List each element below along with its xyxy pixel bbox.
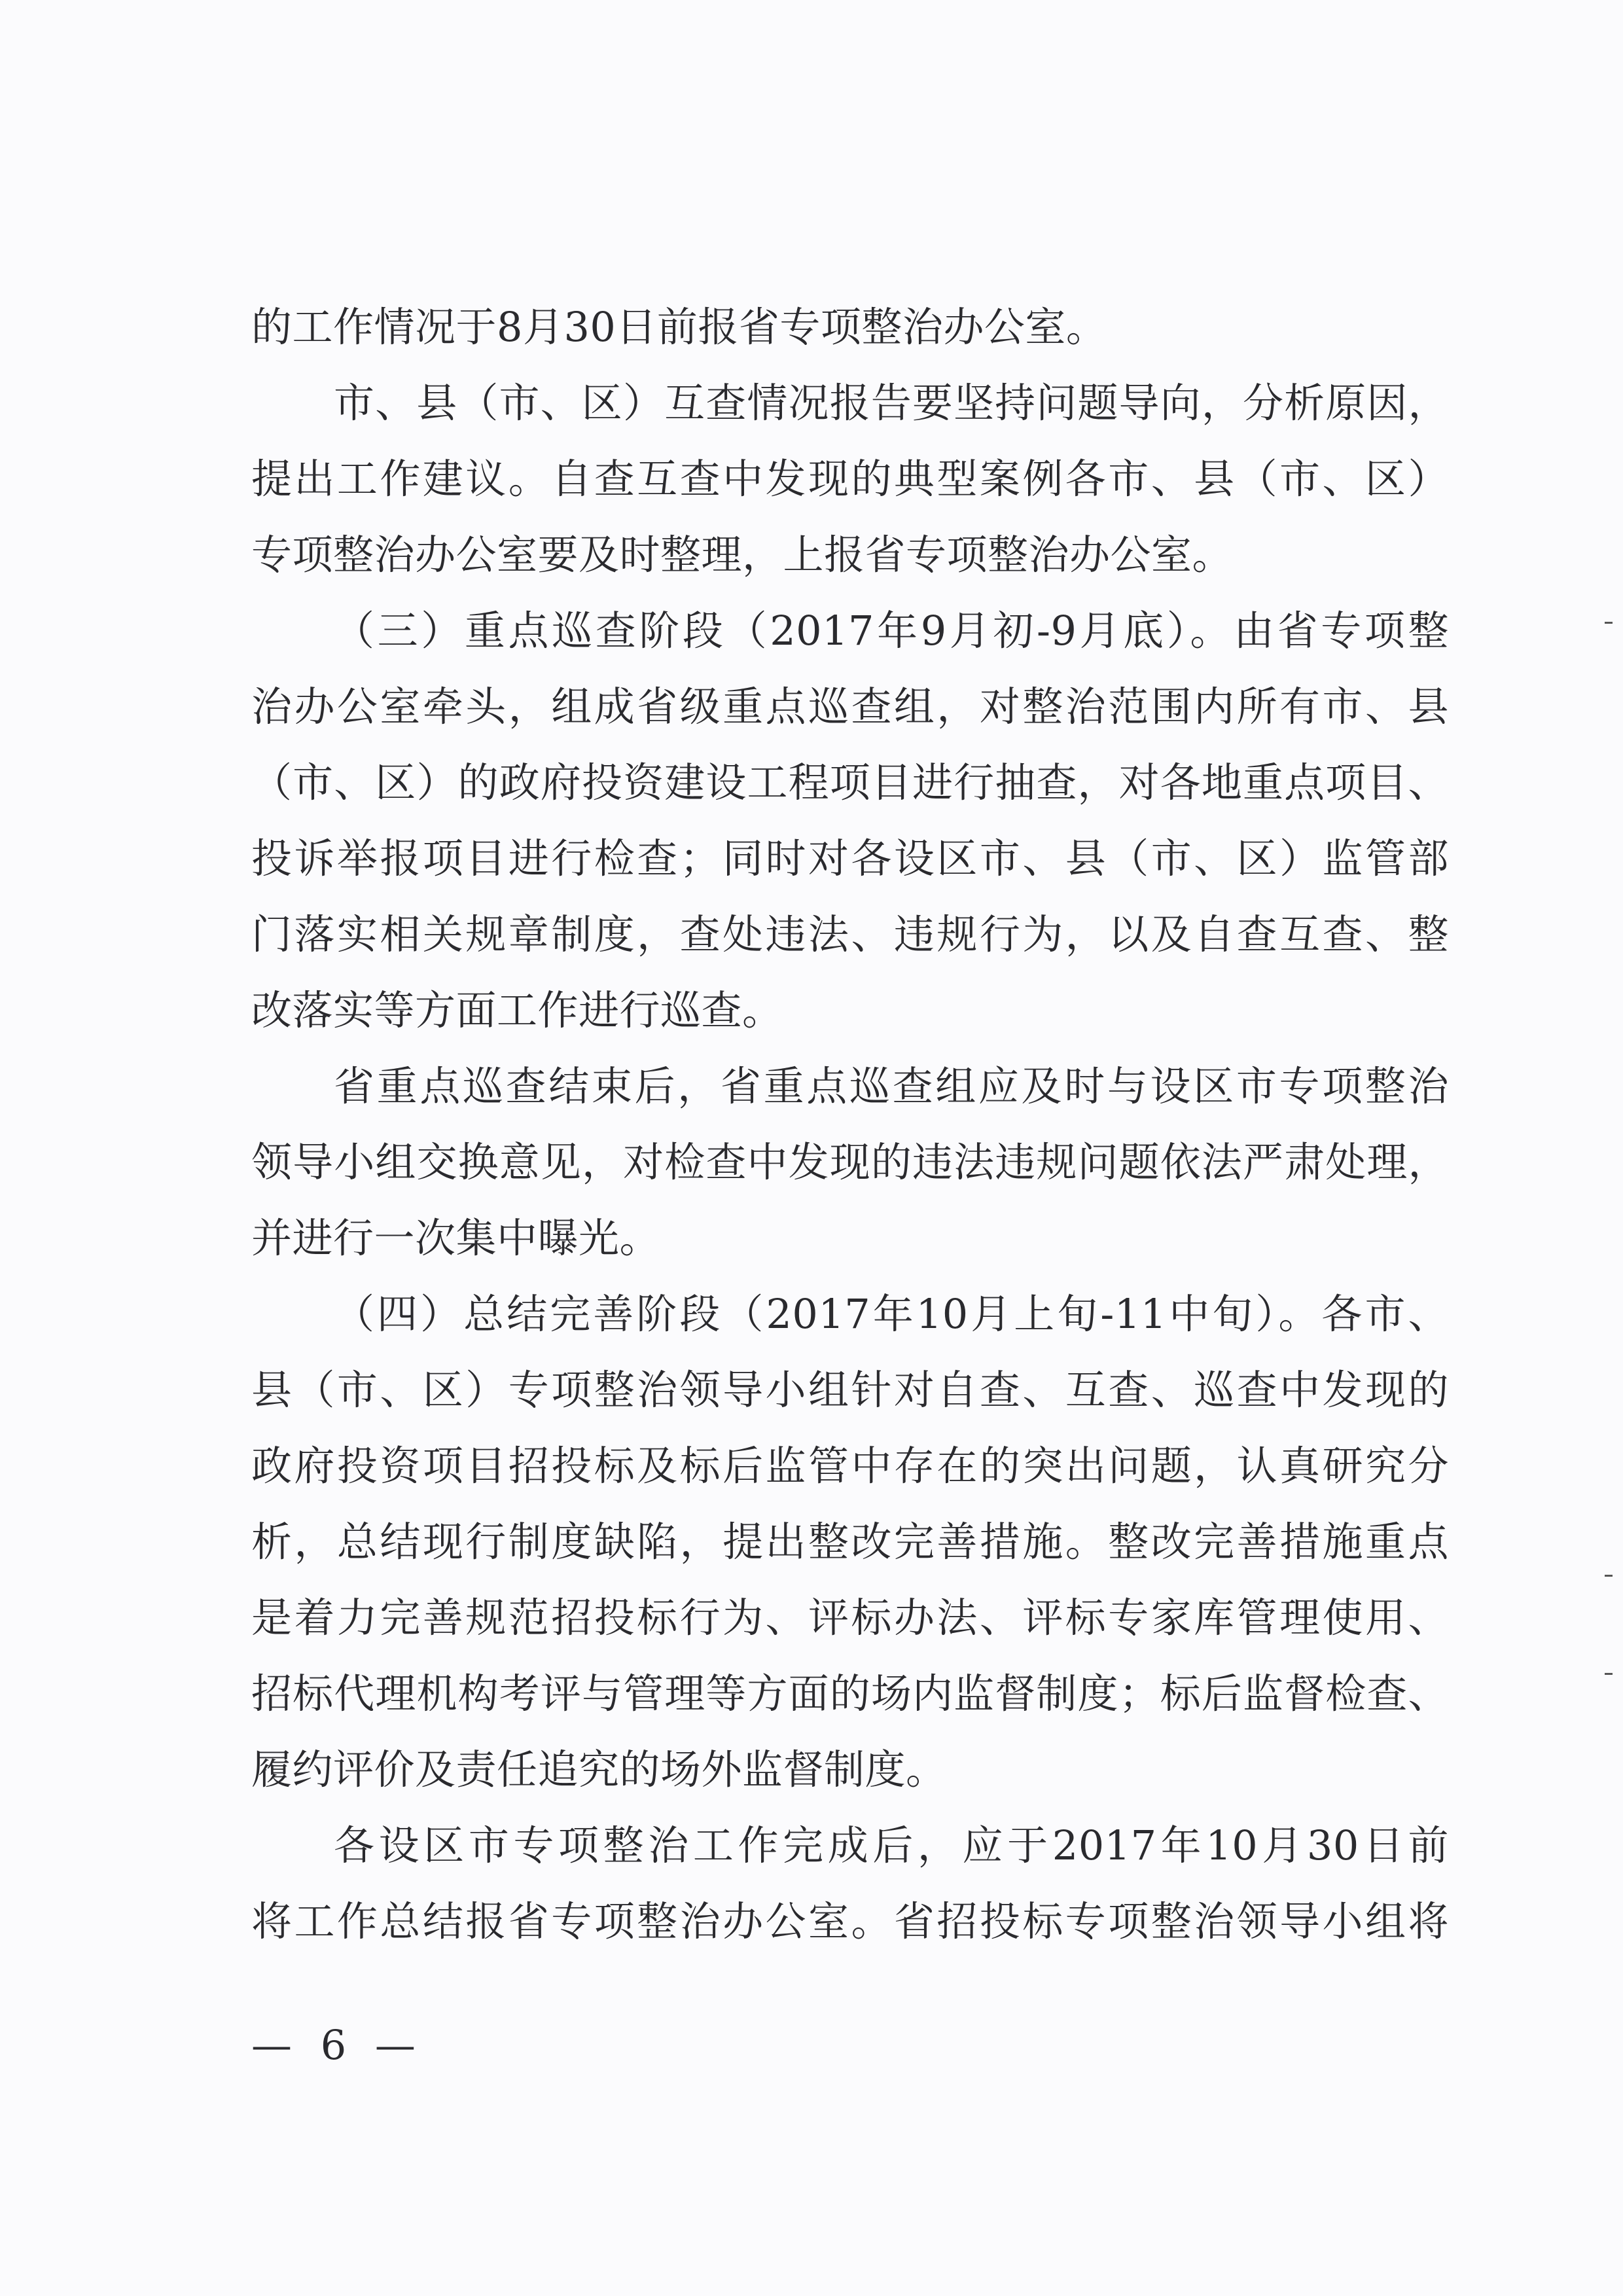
paragraph-line-11: 省重点巡查结束后，省重点巡查组应及时与设区市专项整治	[334, 1062, 1449, 1110]
paragraph-line-19: 招标代理机构考评与管理等方面的场内监督制度；标后监督检查、	[251, 1670, 1449, 1717]
scan-mark	[1605, 622, 1613, 624]
section-heading-4: （四）总结完善阶段（2017年10月上旬-11中旬）。各市、	[334, 1290, 1449, 1338]
paragraph-line-13: 并进行一次集中曝光。	[251, 1214, 661, 1262]
paragraph-line-8: 投诉举报项目进行检查；同时对各设区市、县（市、区）监管部	[251, 834, 1449, 882]
paragraph-line-6: 治办公室牵头，组成省级重点巡查组，对整治范围内所有市、县	[251, 683, 1449, 730]
paragraph-line-1: 的工作情况于8月30日前报省专项整治办公室。	[251, 303, 1107, 351]
section-heading-3: （三）重点巡查阶段（2017年9月初-9月底）。由省专项整	[334, 607, 1449, 655]
paragraph-line-7: （市、区）的政府投资建设工程项目进行抽查，对各地重点项目、	[251, 759, 1449, 806]
paragraph-line-20: 履约评价及责任追究的场外监督制度。	[251, 1746, 947, 1793]
paragraph-line-2: 市、县（市、区）互查情况报告要坚持问题导向，分析原因，	[334, 379, 1449, 427]
paragraph-line-3: 提出工作建议。自查互查中发现的典型案例各市、县（市、区）	[251, 455, 1449, 503]
paragraph-line-9: 门落实相关规章制度，查处违法、违规行为，以及自查互查、整	[251, 910, 1449, 958]
scan-mark	[1605, 1673, 1613, 1675]
paragraph-line-16: 政府投资项目招投标及标后监管中存在的突出问题，认真研究分	[251, 1442, 1449, 1490]
paragraph-line-4: 专项整治办公室要及时整理，上报省专项整治办公室。	[251, 531, 1234, 579]
paragraph-line-17: 析，总结现行制度缺陷，提出整改完善措施。整改完善措施重点	[251, 1518, 1449, 1566]
paragraph-line-10: 改落实等方面工作进行巡查。	[251, 986, 783, 1034]
scan-mark	[1605, 1575, 1613, 1577]
paragraph-line-12: 领导小组交换意见，对检查中发现的违法违规问题依法严肃处理，	[251, 1138, 1449, 1186]
paragraph-line-15: 县（市、区）专项整治领导小组针对自查、互查、巡查中发现的	[251, 1366, 1449, 1414]
paragraph-line-18: 是着力完善规范招投标行为、评标办法、评标专家库管理使用、	[251, 1594, 1449, 1641]
paragraph-line-22: 将工作总结报省专项整治办公室。省招投标专项整治领导小组将	[251, 1897, 1449, 1945]
page-number: — 6 —	[251, 2021, 423, 2069]
paragraph-line-21: 各设区市专项整治工作完成后，应于2017年10月30日前	[334, 1821, 1449, 1869]
